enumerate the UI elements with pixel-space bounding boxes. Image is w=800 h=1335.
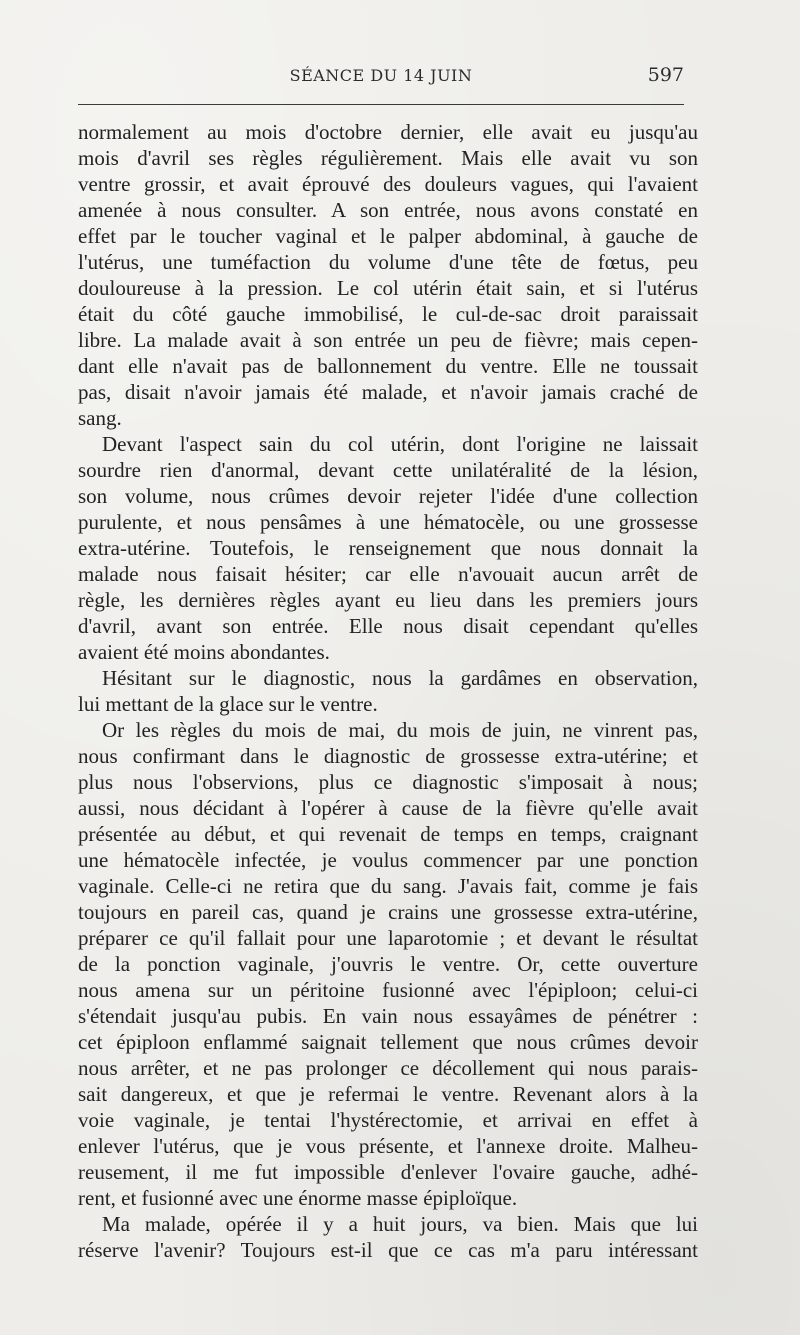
text-line: lui mettant de la glace sur le ventre. xyxy=(78,692,378,716)
text-line: mois d'avril ses règles régulièrement. Mais elle avait vu son xyxy=(78,146,698,170)
page-header xyxy=(78,64,684,92)
text-line: présentée au début, et qui revenait de temps en temps, craignant xyxy=(78,822,698,846)
text-line: rent, et fusionné avec une énorme masse épiploïque. xyxy=(78,1186,518,1210)
text-line: préparer ce qu'il fallait pour une laparotomie ; et devant le résultat xyxy=(78,926,698,950)
text-line: Hésitant sur le diagnostic, nous la gardâmes en observation, xyxy=(102,666,698,690)
text-line: réserve l'avenir? Toujours est-il que ce cas m'a paru intéressant xyxy=(78,1238,698,1262)
text-line: toujours en pareil cas, quand je crains une grossesse extra-utérine, xyxy=(78,900,698,924)
text-line: s'étendait jusqu'au pubis. En vain nous essayâmes de pénétrer : xyxy=(78,1004,698,1028)
text-line: cet épiploon enflammé saignait tellement que nous crûmes devoir xyxy=(78,1030,698,1054)
text-line: d'avril, avant son entrée. Elle nous disait cependant qu'elles xyxy=(78,614,698,638)
text-line: nous arrêter, et ne pas prolonger ce décollement qui nous parais- xyxy=(78,1056,698,1080)
text-line: normalement au mois d'octobre dernier, elle avait eu jusqu'au xyxy=(78,120,698,144)
text-line: sait dangereux, et que je refermai le ventre. Revenant alors à la xyxy=(78,1082,698,1106)
text-line: ventre grossir, et avait éprouvé des douleurs vagues, qui l'avaient xyxy=(78,172,698,196)
text-line: une hématocèle infectée, je voulus commencer par une ponction xyxy=(78,848,698,872)
text-line: sang. xyxy=(78,406,122,430)
text-line: dant elle n'avait pas de ballonnement du ventre. Elle ne toussait xyxy=(78,354,698,378)
text-line: sourdre rien d'anormal, devant cette unilatéralité de la lésion, xyxy=(78,458,698,482)
text-line: Devant l'aspect sain du col utérin, dont l'origine ne laissait xyxy=(102,432,698,456)
text-line: voie vaginale, je tentai l'hystérectomie, et arrivai en effet à xyxy=(78,1108,698,1132)
text-line: l'utérus, une tuméfaction du volume d'une tête de fœtus, peu xyxy=(78,250,698,274)
text-line: reusement, il me fut impossible d'enlever l'ovaire gauche, adhé- xyxy=(78,1160,698,1184)
text-line: vaginale. Celle-ci ne retira que du sang. J'avais fait, comme je fais xyxy=(78,874,698,898)
running-head: SÉANCE DU 14 JUIN xyxy=(289,66,473,85)
text-line: plus nous l'observions, plus ce diagnostic s'imposait à nous; xyxy=(78,770,698,794)
text-line: était du côté gauche immobilisé, le cul-de-sac droit paraissait xyxy=(78,302,698,326)
text-line: aussi, nous décidant à l'opérer à cause de la fièvre qu'elle avait xyxy=(78,796,698,820)
text-line: enlever l'utérus, que je vous présente, et l'annexe droite. Malheu- xyxy=(78,1134,698,1158)
text-line: effet par le toucher vaginal et le palper abdominal, à gauche de xyxy=(78,224,698,248)
text-line: pas, disait n'avoir jamais été malade, et n'avoir jamais craché de xyxy=(78,380,698,404)
body-text xyxy=(78,119,698,1263)
text-line: malade nous faisait hésiter; car elle n'avouait aucun arrêt de xyxy=(78,562,698,586)
text-line: de la ponction vaginale, j'ouvris le ventre. Or, cette ouverture xyxy=(78,952,698,976)
text-line: Ma malade, opérée il y a huit jours, va bien. Mais que lui xyxy=(102,1212,698,1236)
header-rule xyxy=(78,104,684,105)
text-line: amenée à nous consulter. A son entrée, nous avons constaté en xyxy=(78,198,698,222)
text-line: douloureuse à la pression. Le col utérin était sain, et si l'utérus xyxy=(78,276,698,300)
text-line: nous amena sur un péritoine fusionné avec l'épiploon; celui-ci xyxy=(78,978,698,1002)
text-line: règle, les dernières règles ayant eu lieu dans les premiers jours xyxy=(78,588,698,612)
text-line: extra-utérine. Toutefois, le renseignement que nous donnait la xyxy=(78,536,698,560)
text-line: purulente, et nous pensâmes à une hématocèle, ou une grossesse xyxy=(78,510,698,534)
text-line: libre. La malade avait à son entrée un peu de fièvre; mais cepen- xyxy=(78,328,698,352)
text-line: avaient été moins abondantes. xyxy=(78,640,330,664)
page-number: 597 xyxy=(647,64,684,86)
text-line: son volume, nous crûmes devoir rejeter l'idée d'une collection xyxy=(78,484,698,508)
text-line: Or les règles du mois de mai, du mois de juin, ne vinrent pas, xyxy=(102,718,698,742)
text-line: nous confirmant dans le diagnostic de grossesse extra-utérine; et xyxy=(78,744,698,768)
